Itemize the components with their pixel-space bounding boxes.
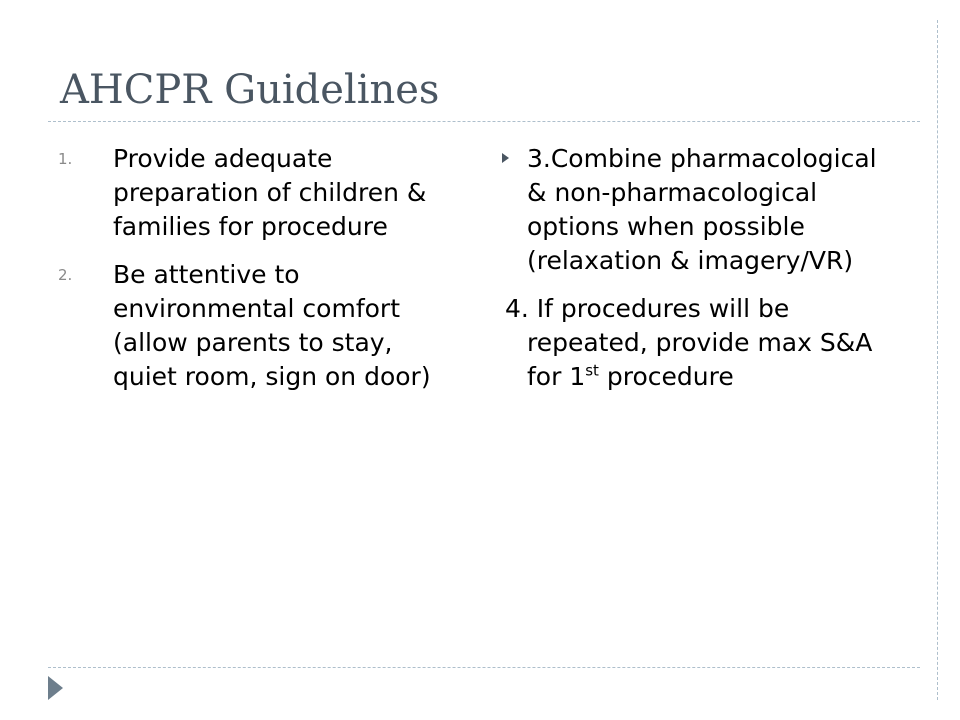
title-divider [48,121,920,122]
bullet-text-3: 3.Combine pharmacological & non-pharmacological options when possible (relaxation & imagery/VR) [527,144,877,275]
continuation-text-4: 4. If procedures will be repeated, provide max S&A for 1 [505,294,873,391]
list-number-1: 1. [58,150,73,168]
list-text-2: Be attentive to environmental comfort (allow parents to stay, quiet room, sign on door) [113,260,431,391]
right-column [494,142,904,394]
bullet-arrow-icon [502,153,509,163]
list-text-1: Provide adequate preparation of children & families for procedure [113,144,427,241]
footer-divider [48,667,920,668]
list-item-1 [58,142,448,244]
corner-arrow-icon [48,676,63,700]
left-column [58,142,448,394]
list-number-2: 2. [58,266,73,284]
slide-title: AHCPR Guidelines [60,67,440,113]
continuation-tail-4: procedure [598,362,734,391]
list-item-2 [58,258,448,394]
right-margin-divider [937,20,938,700]
bullet-item-3 [494,142,904,278]
continuation-item-4 [494,292,904,394]
ordinal-superscript: st [585,361,599,380]
